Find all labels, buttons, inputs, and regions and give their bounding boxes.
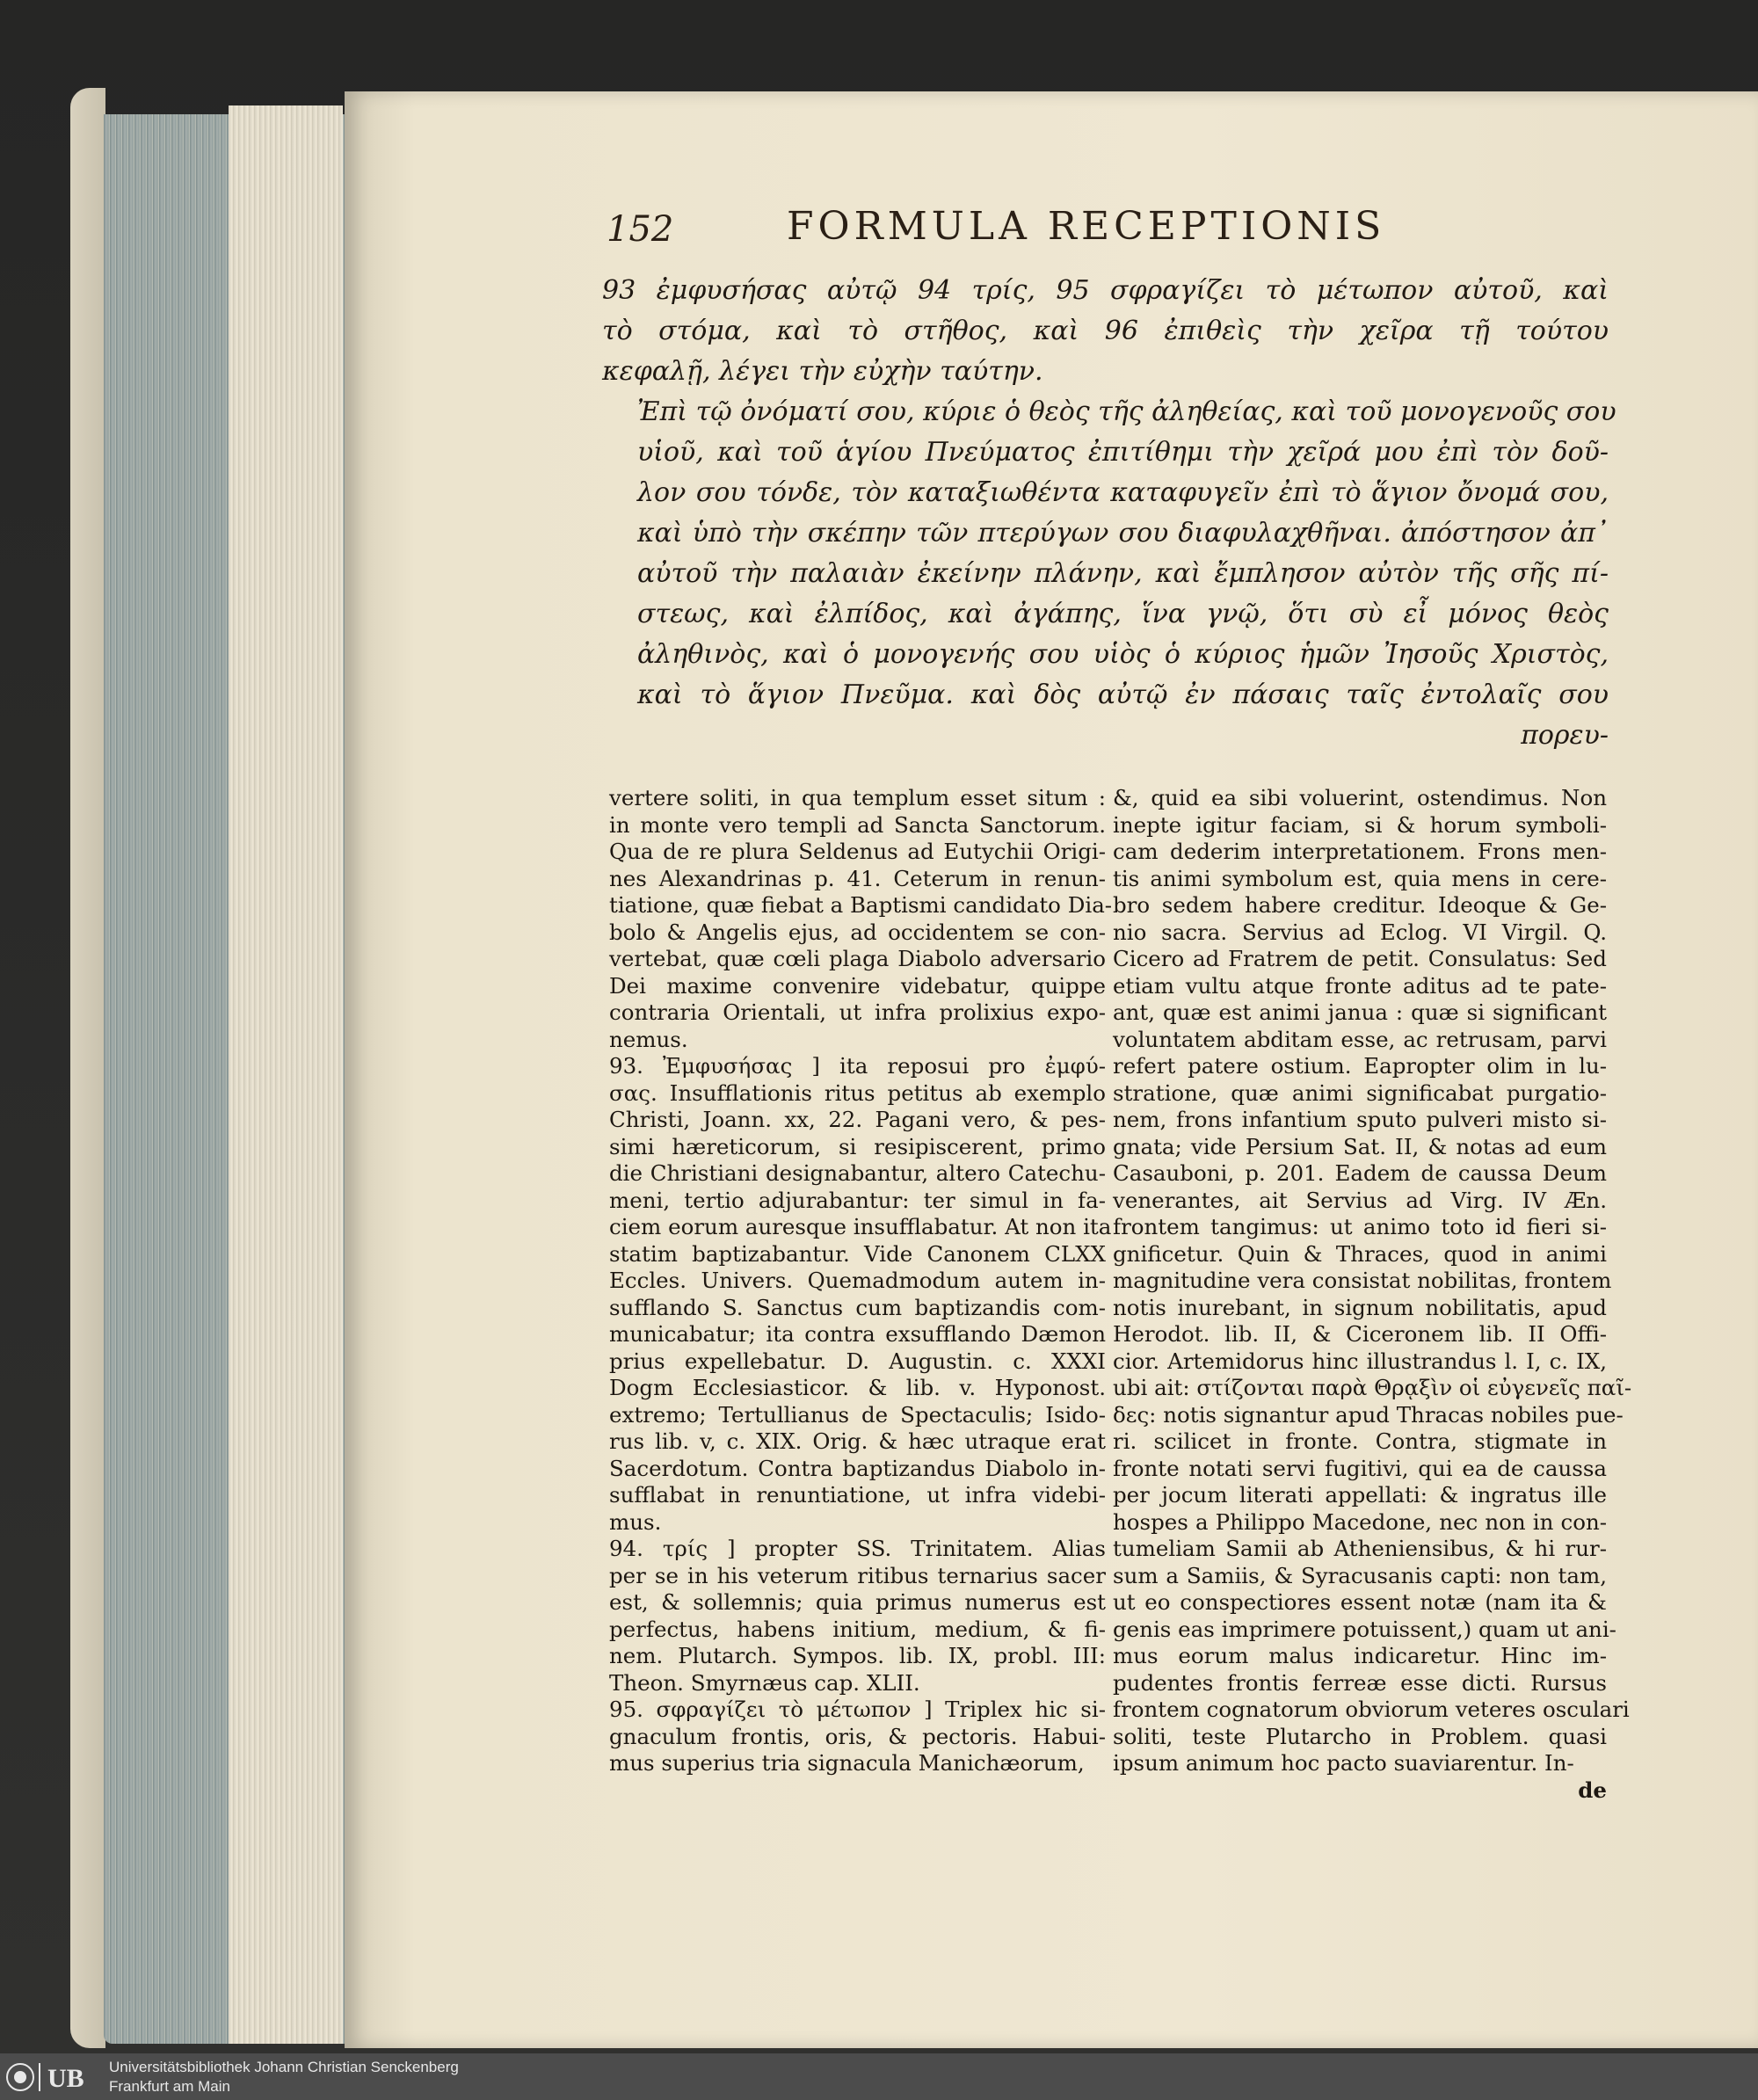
page-number: 152	[607, 209, 674, 250]
text-line: frontem cognatorum obviorum veteres osculari	[1113, 1697, 1630, 1722]
text-line: rus lib. v, c. XIX. Orig. & hæc utraque erat	[609, 1428, 1106, 1454]
text-line: perfectus, habens initium, medium, & fi-	[609, 1616, 1106, 1642]
text-line: Casauboni, p. 201. Eadem de caussa Deum	[1113, 1160, 1607, 1186]
text-line: inepte igitur faciam, si & horum symboli-	[1113, 811, 1607, 838]
text-line: contraria Orientali, ut infra prolixius expo-	[609, 999, 1106, 1025]
greek-line: ἀληθινὸς, καὶ ὁ μονογενής σου υἱὸς ὁ κύριος ἡμῶν Ἰησοῦς Χριστὸς,	[637, 639, 1609, 670]
text-line: nes Alexandrinas p. 41. Ceterum in renun-	[609, 865, 1106, 891]
text-line: sum a Samiis, & Syracusanis capti: non tam,	[1113, 1562, 1607, 1588]
text-line: statim baptizabantur. Vide Canonem CLXX	[609, 1240, 1106, 1267]
text-line: vertebat, quæ cœli plaga Diabolo adversario	[609, 946, 1106, 971]
text-line: Christi, Joann. xx, 22. Pagani vero, & pes-	[609, 1107, 1106, 1132]
text-line: meni, tertio adjurabantur: ter simul in fa-	[609, 1187, 1106, 1213]
text-line: magnitudine vera consistat nobilitas, frontem	[1113, 1268, 1612, 1293]
footer-institution: Universitätsbibliothek Johann Christian Senckenberg	[109, 2059, 459, 2075]
text-line: est, & sollemnis; quia primus numerus est	[609, 1589, 1106, 1615]
text-line: notis inurebant, in signum nobilitatis, apud	[1113, 1294, 1607, 1320]
text-line: ciem eorum auresque insufflabatur. At non ita	[609, 1214, 1112, 1239]
text-line: hospes a Philippo Macedone, nec non in con-	[1113, 1508, 1607, 1535]
text-line: stratione, quæ animi significabat purgatio-	[1113, 1079, 1607, 1106]
ub-logo-text: UB	[47, 2064, 84, 2093]
text-line: ipsum animum hoc pacto suaviarentur. In-	[1113, 1750, 1574, 1776]
text-line: etiam vultu atque fronte aditus ad te pate-	[1113, 972, 1607, 999]
text-line: Dogm Ecclesiasticor. & lib. v. Hyponost.	[609, 1375, 1106, 1400]
text-line: sufflando S. Sanctus cum baptizandis com-	[609, 1294, 1106, 1320]
text-line: simi hæreticorum, si resipiscerent, primo	[609, 1133, 1106, 1159]
greek-line: αὐτοῦ τὴν παλαιὰν ἐκείνην πλάνην, καὶ ἔμπλησον αὐτὸν τῆς σῆς πί-	[637, 558, 1609, 589]
text-line: 94. τρίς ] propter SS. Trinitatem. Alias	[609, 1536, 1106, 1561]
greek-line: 93 ἐμφυσήσας αὐτῷ 94 τρίς, 95 σφραγίζει τὸ μέτωπον αὐτοῦ, καὶ	[602, 275, 1609, 306]
greek-line: λον σου τόνδε, τὸν καταξιωθέντα καταφυγεῖν ἐπὶ τὸ ἅγιον ὄνομά σου,	[637, 477, 1609, 508]
text-line: per se in his veterum ritibus ternarius sacer	[609, 1562, 1106, 1588]
text-line: fronte notati servi fugitivi, qui ea de caussa	[1113, 1455, 1607, 1481]
text-line: 93. Ἐμφυσήσας ] ita reposui pro ἐμφύ-	[609, 1053, 1106, 1079]
text-line: nio sacra. Servius ad Eclog. VI Virgil. Q.	[1113, 919, 1607, 945]
text-line: vertere soliti, in qua templum esset situm :	[609, 785, 1106, 810]
text-line: mus eorum malus indicaretur. Hinc im-	[1113, 1643, 1607, 1668]
greek-line: υἱοῦ, καὶ τοῦ ἁγίου Πνεύματος ἐπιτίθημι τὴν χεῖρά μου ἐπὶ τὸν δοῦ-	[637, 437, 1609, 468]
text-line: ant, quæ est animi janua : quæ si significant	[1113, 999, 1607, 1025]
text-line: bro sedem habere creditur. Ideoque & Ge-	[1113, 892, 1607, 918]
commentary-left-column	[609, 785, 1113, 1777]
text-line: pudentes frontis ferreæ esse dicti. Rursus	[1113, 1669, 1607, 1696]
text-line: gnificetur. Quin & Thraces, quod in animi	[1113, 1240, 1607, 1267]
text-line: gnata; vide Persium Sat. II, & notas ad eum	[1113, 1133, 1607, 1159]
text-line: nem, frons infantium sputo pulveri misto si-	[1113, 1107, 1607, 1132]
text-line: cior. Artemidorus hinc illustrandus l. I, c. IX,	[1113, 1348, 1607, 1374]
text-line: ri. scilicet in fronte. Contra, stigmate in	[1113, 1428, 1607, 1454]
commentary-right-column	[1113, 785, 1632, 1804]
text-line: mus superius tria signacula Manichæorum,	[609, 1750, 1085, 1776]
text-line: cam dederim interpretationem. Frons men-	[1113, 839, 1607, 864]
greek-liturgy-text	[602, 271, 1616, 756]
text-line: nemus.	[609, 1026, 688, 1052]
text-line: extremo; Tertullianus de Spectaculis; Isido-	[609, 1401, 1106, 1428]
text-line: Theon. Smyrnæus cap. XLII.	[609, 1669, 920, 1696]
text-line: prius expellebatur. D. Augustin. c. XXXI	[609, 1348, 1106, 1374]
page-stack	[229, 105, 343, 2044]
text-line: Eccles. Univers. Quemadmodum autem in-	[609, 1268, 1106, 1293]
book-spine-edge	[70, 88, 105, 2048]
text-line: Sacerdotum. Contra baptizandus Diabolo in-	[609, 1455, 1106, 1481]
page-header	[607, 204, 1617, 262]
text-line: per jocum literati appellati: & ingratus ille	[1113, 1482, 1607, 1508]
text-line: Herodot. lib. II, & Ciceronem lib. II Offi-	[1113, 1321, 1607, 1347]
text-line: Cicero ad Fratrem de petit. Consulatus: Sed	[1113, 946, 1607, 971]
text-line: ut eo conspectiores essent notæ (nam ita &	[1113, 1589, 1607, 1615]
text-line: &, quid ea sibi voluerint, ostendimus. Non	[1113, 785, 1607, 810]
greek-line: καὶ ὑπὸ τὴν σκέπην τῶν πτερύγων σου διαφυλαχθῆναι. ἀπόστησον ἀπ᾽	[637, 518, 1609, 549]
text-line: tiatione, quæ fiebat a Baptismi candidato Dia-	[609, 892, 1113, 918]
text-line: municabatur; ita contra exsufflando Dæmon	[609, 1321, 1106, 1347]
greek-catchword: πορευ-	[1521, 720, 1609, 751]
text-line: bolo & Angelis ejus, ad occidentem se con-	[609, 919, 1106, 945]
text-line: mus.	[609, 1508, 662, 1535]
text-line: de	[1578, 1777, 1607, 1803]
text-line: venerantes, ait Servius ad Virg. IV Æn.	[1113, 1187, 1607, 1213]
text-line: σας. Insufflationis ritus petitus ab exemplo	[609, 1079, 1106, 1106]
text-line: in monte vero templi ad Sancta Sanctorum.	[609, 811, 1106, 838]
greek-line: Ἐπὶ τῷ ὀνόματί σου, κύριε ὁ θεὸς τῆς ἀληθείας, καὶ τοῦ μονογενοῦς σου	[637, 396, 1616, 427]
greek-line: στεως, καὶ ἐλπίδος, καὶ ἀγάπης, ἵνα γνῷ, ὅτι σὺ εἶ μόνος θεὸς	[637, 599, 1609, 629]
text-line: frontem tangimus: ut animo toto id fieri si-	[1113, 1214, 1607, 1239]
text-line: δες: notis signantur apud Thracas nobiles pue-	[1113, 1401, 1624, 1428]
text-line: die Christiani designabantur, altero Catechu-	[609, 1160, 1106, 1186]
greek-line: καὶ τὸ ἅγιον Πνεῦμα. καὶ δὸς αὐτῷ ἐν πάσαις ταῖς ἐντολαῖς σου	[637, 679, 1609, 710]
text-line: genis eas imprimere potuissent,) quam ut ani-	[1113, 1616, 1616, 1642]
text-line: soliti, teste Plutarcho in Problem. quasi	[1113, 1723, 1607, 1749]
text-line: Qua de re plura Seldenus ad Eutychii Origi-	[609, 839, 1106, 864]
greek-line: κεφαλῇ, λέγει τὴν εὐχὴν ταύτην.	[602, 356, 1043, 387]
text-line: voluntatem abditam esse, ac retrusam, parvi	[1113, 1026, 1607, 1052]
running-title: FORMULA RECEPTIONIS	[787, 204, 1386, 249]
library-footer	[0, 2053, 1758, 2100]
text-line: ubi ait: στίζονται παρὰ Θρᾳξὶν οἱ εὐγενεῖς παῖ-	[1113, 1375, 1632, 1400]
text-line: tumeliam Samii ab Atheniensibus, & hi rur-	[1113, 1536, 1607, 1561]
text-line: gnaculum frontis, oris, & pectoris. Habui-	[609, 1723, 1106, 1749]
footer-city: Frankfurt am Main	[109, 2078, 230, 2095]
ub-logo-icon	[5, 2060, 100, 2095]
text-line: nem. Plutarch. Sympos. lib. IX, probl. III:	[609, 1643, 1106, 1668]
text-line: tis animi symbolum est, quia mens in cere-	[1113, 865, 1607, 891]
text-line: Dei maxime convenire videbatur, quippe	[609, 972, 1106, 999]
text-line: 95. σφραγίζει τὸ μέτωπον ] Triplex hic si-	[609, 1697, 1106, 1722]
greek-line: τὸ στόμα, καὶ τὸ στῆθος, καὶ 96 ἐπιθεὶς τὴν χεῖρα τῇ τούτου	[602, 316, 1609, 346]
text-line: sufflabat in renuntiatione, ut infra videbi-	[609, 1482, 1106, 1508]
text-line: refert patere ostium. Eapropter olim in lu-	[1113, 1053, 1607, 1079]
